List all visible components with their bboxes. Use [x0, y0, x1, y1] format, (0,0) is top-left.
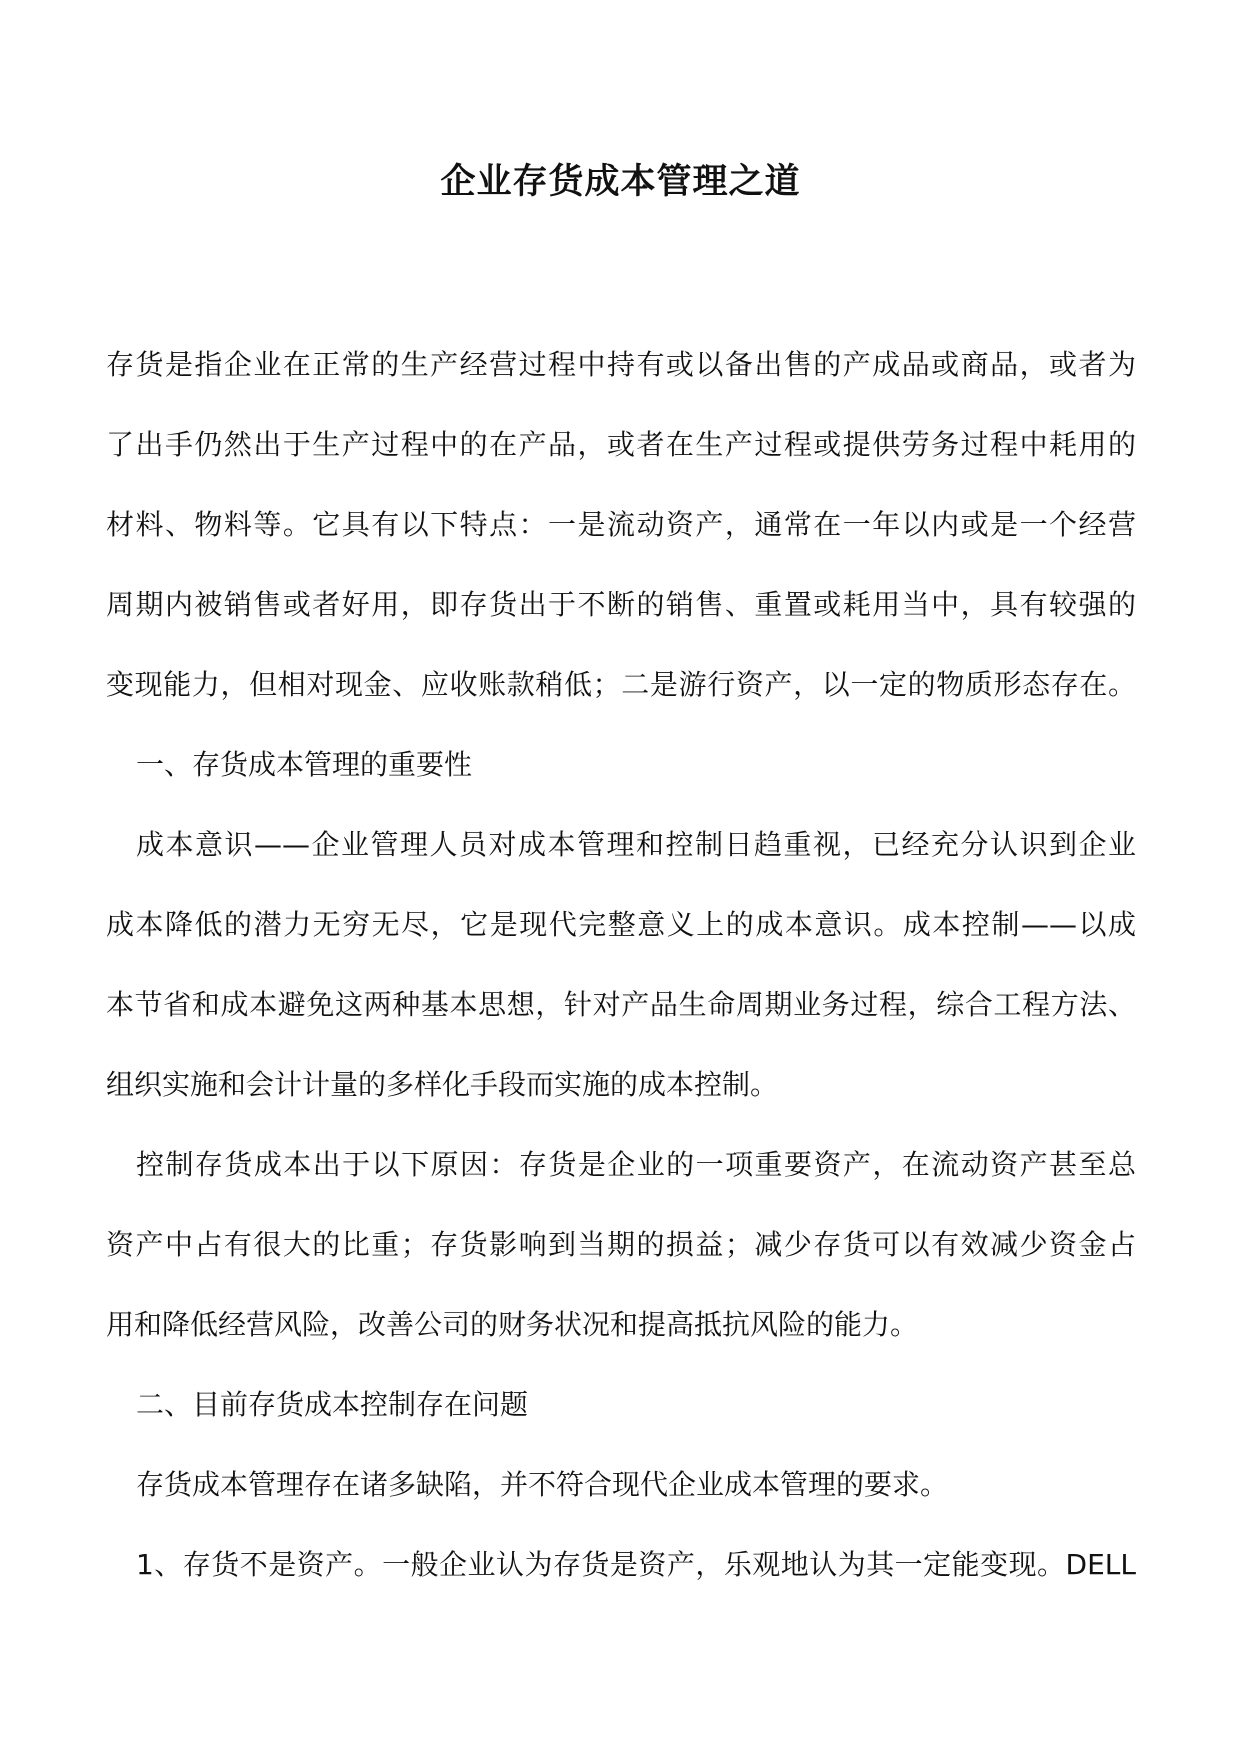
paragraph-line: 了出手仍然出于生产过程中的在产品，或者在生产过程或提供劳务过程中耗用的 — [106, 428, 1136, 461]
paragraph-line: 资产中占有很大的比重；存货影响到当期的损益；减少存货可以有效减少资金占 — [106, 1228, 1136, 1261]
paragraph-line: 本节省和成本避免这两种基本思想，针对产品生命周期业务过程，综合工程方法、 — [106, 988, 1136, 1021]
paragraph-line: 存货成本管理存在诸多缺陷，并不符合现代企业成本管理的要求。 — [136, 1468, 949, 1501]
paragraph-line: 1、存货不是资产。一般企业认为存货是资产，乐观地认为其一定能变现。DELL — [136, 1548, 1136, 1581]
paragraph-line: 控制存货成本出于以下原因：存货是企业的一项重要资产，在流动资产甚至总 — [136, 1148, 1136, 1181]
paragraph-line: 存货是指企业在正常的生产经营过程中持有或以备出售的产成品或商品，或者为 — [106, 348, 1136, 381]
paragraph-line: 组织实施和会计计量的多样化手段而实施的成本控制。 — [106, 1068, 779, 1101]
paragraph-line: 变现能力，但相对现金、应收账款稍低；二是游行资产，以一定的物质形态存在。 — [106, 668, 1136, 701]
section-heading: 一、存货成本管理的重要性 — [136, 748, 473, 781]
document-title: 企业存货成本管理之道 — [440, 161, 801, 202]
paragraph-line: 材料、物料等。它具有以下特点：一是流动资产，通常在一年以内或是一个经营 — [106, 508, 1136, 541]
paragraph-line: 成本降低的潜力无穷无尽，它是现代完整意义上的成本意识。成本控制——以成 — [106, 908, 1136, 941]
paragraph-line: 成本意识——企业管理人员对成本管理和控制日趋重视，已经充分认识到企业 — [136, 828, 1136, 861]
section-heading: 二、目前存货成本控制存在问题 — [136, 1388, 529, 1421]
paragraph-line: 用和降低经营风险，改善公司的财务状况和提高抵抗风险的能力。 — [106, 1308, 919, 1341]
paragraph-line: 周期内被销售或者好用，即存货出于不断的销售、重置或耗用当中，具有较强的 — [106, 588, 1136, 621]
